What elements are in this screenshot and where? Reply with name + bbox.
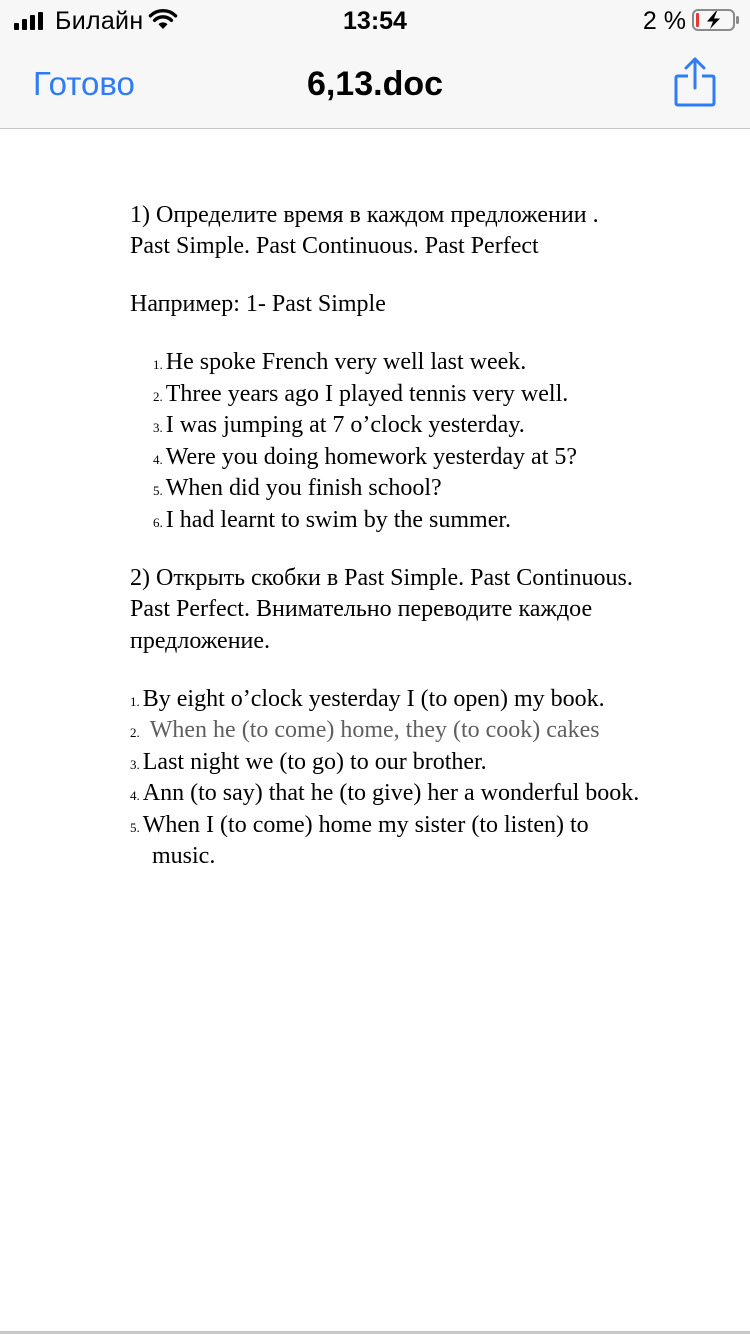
task2-heading-line3: предложение. (130, 628, 271, 654)
task2-list-item (130, 747, 487, 780)
battery-percent: 2 % (642, 7, 686, 35)
task2-heading-line1: 2) Открыть скобки в Past Simple. Past Continuous. (130, 565, 633, 591)
list-item-number: 6. (153, 515, 163, 530)
list-item-number: 1. (153, 357, 163, 372)
task2-list-item (130, 715, 600, 748)
task1-heading-line1: 1) Определите время в каждом предложении . (130, 202, 599, 228)
list-item-number: 4. (153, 452, 163, 467)
status-time: 13:54 (343, 7, 407, 35)
list-item-text: When did you finish school? (165, 475, 442, 501)
share-icon[interactable] (674, 56, 716, 108)
list-item-number: 3. (130, 757, 140, 772)
list-item-text: Last night we (to go) to our brother. (142, 749, 487, 775)
list-item-number: 3. (153, 420, 163, 435)
list-item-number: 1. (130, 694, 140, 709)
status-bar (0, 0, 750, 40)
list-item-text: When I (to come) home my sister (to listen) to (142, 812, 589, 838)
list-item-number: 5. (130, 820, 140, 835)
task2-list-item (130, 810, 589, 843)
list-item-text: He spoke French very well last week. (165, 349, 527, 375)
task2-list-item (130, 778, 639, 811)
task1-example: Например: 1- Past Simple (130, 291, 386, 317)
navigation-bar (0, 40, 750, 129)
list-item-text: Were you doing homework yesterday at 5? (165, 444, 578, 470)
task1-list-item (153, 379, 568, 412)
task1-list-item (153, 347, 526, 380)
task1-list-item (153, 410, 525, 443)
list-item-text: Ann (to say) that he (to give) her a wonderful book. (142, 780, 640, 806)
battery-charging-icon (692, 9, 740, 31)
list-item-number: 5. (153, 483, 163, 498)
task1-list-item (153, 505, 511, 538)
task1-heading-line2: Past Simple. Past Continuous. Past Perfect (130, 233, 539, 259)
task1-list-item (153, 442, 577, 475)
done-button[interactable]: Готово (33, 65, 135, 102)
list-item-text: By eight o’clock yesterday I (to open) my book. (142, 686, 605, 712)
task2-list-item (130, 684, 605, 717)
list-item-number: 2. (130, 725, 140, 740)
task2-heading-line2: Past Perfect. Внимательно переводите каждое (130, 596, 593, 622)
list-item-text: When he (to come) home, they (to cook) cakes (149, 717, 600, 743)
list-item-number: 4. (130, 788, 140, 803)
task1-list-item (153, 473, 442, 506)
list-item-text: Three years ago I played tennis very well. (165, 381, 569, 407)
document-view[interactable] (0, 129, 750, 1334)
list-item-text: I had learnt to swim by the summer. (165, 507, 512, 533)
task2-list-item-continuation: music. (152, 843, 216, 869)
list-item-text: I was jumping at 7 o’clock yesterday. (165, 412, 525, 438)
carrier-name: Билайн (55, 7, 144, 35)
document-title: 6,13.doc (306, 65, 444, 103)
list-item-number: 2. (153, 389, 163, 404)
